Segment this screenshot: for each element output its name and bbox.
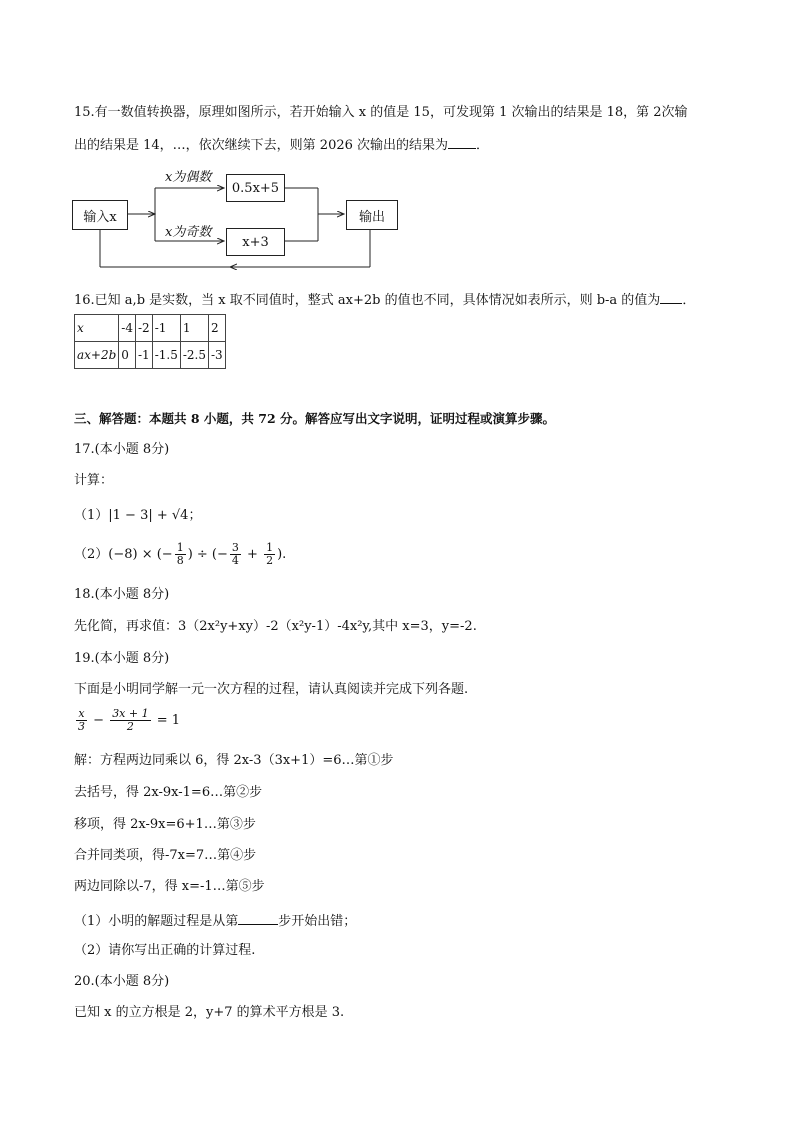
q19-sub2: （2）请你写出正确的计算过程.: [74, 943, 256, 958]
q18-text: 先化简，再求值：3（2x²y+xy）-2（x²y-1）-4x²y,其中 x=3，y=-2.: [74, 619, 477, 634]
q16-value-table: [74, 314, 226, 369]
q19-step-5: 两边同除以-7，得 x=-1…第⑤步: [74, 879, 265, 894]
table-cell: -4: [119, 315, 136, 342]
input-box: 输入x: [72, 200, 128, 230]
section3-text-b: 小题，共: [199, 411, 259, 426]
table-cell: -1: [152, 315, 180, 342]
table-cell: -1: [136, 342, 153, 369]
q19-sub1: [74, 911, 356, 931]
even-expr-box: 0.5x+5: [226, 174, 285, 202]
denominator: 2: [126, 720, 134, 733]
q19-step-2: 去括号，得 2x-9x-1=6…第②步: [74, 785, 263, 800]
table-cell: x: [75, 315, 119, 342]
q19-step-4: 合并同类项，得-7x=7…第④步: [74, 848, 257, 863]
even-label: x为偶数: [165, 170, 212, 185]
table-cell: -1.5: [152, 342, 180, 369]
fraction: [76, 708, 87, 733]
q15-line2-text: 出的结果是 14，…，依次继续下去，则第 2026 次输出的结果为: [74, 138, 449, 153]
fraction: [264, 542, 275, 567]
table-row: [75, 315, 226, 342]
q20-header: 20.(本小题 8分): [74, 974, 170, 989]
q17-prompt: 计算：: [74, 473, 114, 488]
q19-equation: [74, 708, 180, 734]
q16-text: 16.已知 a,b 是实数，当 x 取不同值时，整式 ax+2b 的值也不同，具体情况如表所示，则 b-a 的值为: [74, 293, 661, 308]
q19-step-1: 解：方程两边同乘以 6，得 2x-3（3x+1）=6…第①步: [74, 753, 394, 768]
numerator: 3x + 1: [112, 707, 149, 720]
numerator: 1: [266, 541, 274, 554]
equation-rhs: = 1: [156, 713, 181, 728]
section3-count: 8: [190, 411, 200, 426]
odd-label: x为奇数: [165, 225, 212, 240]
denominator: 2: [266, 554, 274, 567]
q16-answer-blank[interactable]: [660, 290, 682, 304]
odd-expr-box: x+3: [226, 228, 285, 256]
q20-text: 已知 x 的立方根是 2，y+7 的算术平方根是 3.: [74, 1005, 345, 1020]
q17-p2-c: +: [242, 547, 263, 562]
q19-intro: 下面是小明同学解一元一次方程的过程，请认真阅读并完成下列各题.: [74, 682, 469, 697]
section3-text-c: 分。解答应写出文字说明，证明过程或演算步骤。: [275, 411, 556, 426]
table-cell: 2: [208, 315, 225, 342]
q15-line1: 15.有一数值转换器，原理如图所示，若开始输入 x 的值是 15，可发现第 1 次输出的结果是 18，第 2次输: [74, 105, 688, 120]
q16-line: [74, 290, 695, 310]
q19-header: 19.(本小题 8分): [74, 651, 170, 666]
q17-p2-d: ).: [277, 547, 287, 562]
section3-score: 72: [258, 411, 276, 426]
denominator: 4: [231, 554, 239, 567]
q19-sub1-text: （1）小明的解题过程是从第: [74, 914, 239, 929]
minus-sign: −: [93, 713, 105, 728]
table-cell: 1: [180, 315, 208, 342]
numerator: 3: [231, 541, 239, 554]
fraction: [110, 708, 150, 733]
q19-answer-blank[interactable]: [238, 911, 278, 925]
q19-sub1-end: 步开始出错；: [278, 914, 357, 929]
q17-part2: [74, 542, 286, 568]
q17-part1: （1）|1 − 3| + √4；: [74, 508, 202, 523]
numerator: 1: [176, 541, 184, 554]
table-cell: -3: [208, 342, 225, 369]
fraction: [175, 542, 186, 567]
numerator: x: [76, 708, 87, 721]
section3-header: [74, 410, 555, 428]
table-row: [75, 342, 226, 369]
table-cell: -2: [136, 315, 153, 342]
q17-header: 17.(本小题 8分): [74, 442, 170, 457]
section3-text-a: 三、解答题：本题共: [74, 411, 191, 426]
table-cell: -2.5: [180, 342, 208, 369]
table-cell: ax+2b: [75, 342, 119, 369]
q17-p2-a: （2）(−8) × (−: [74, 547, 173, 562]
q19-step-3: 移项，得 2x-9x=6+1…第③步: [74, 817, 256, 832]
denominator: 8: [176, 554, 184, 567]
q15-line2-end: ．: [476, 138, 490, 153]
table-cell: 0: [119, 342, 136, 369]
output-box: 输出: [346, 200, 398, 230]
denominator: 3: [78, 720, 85, 733]
q18-header: 18.(本小题 8分): [74, 587, 170, 602]
fraction: [230, 542, 241, 567]
q17-p2-b: ) ÷ (−: [187, 547, 228, 562]
q16-line-end: ．: [682, 293, 696, 308]
